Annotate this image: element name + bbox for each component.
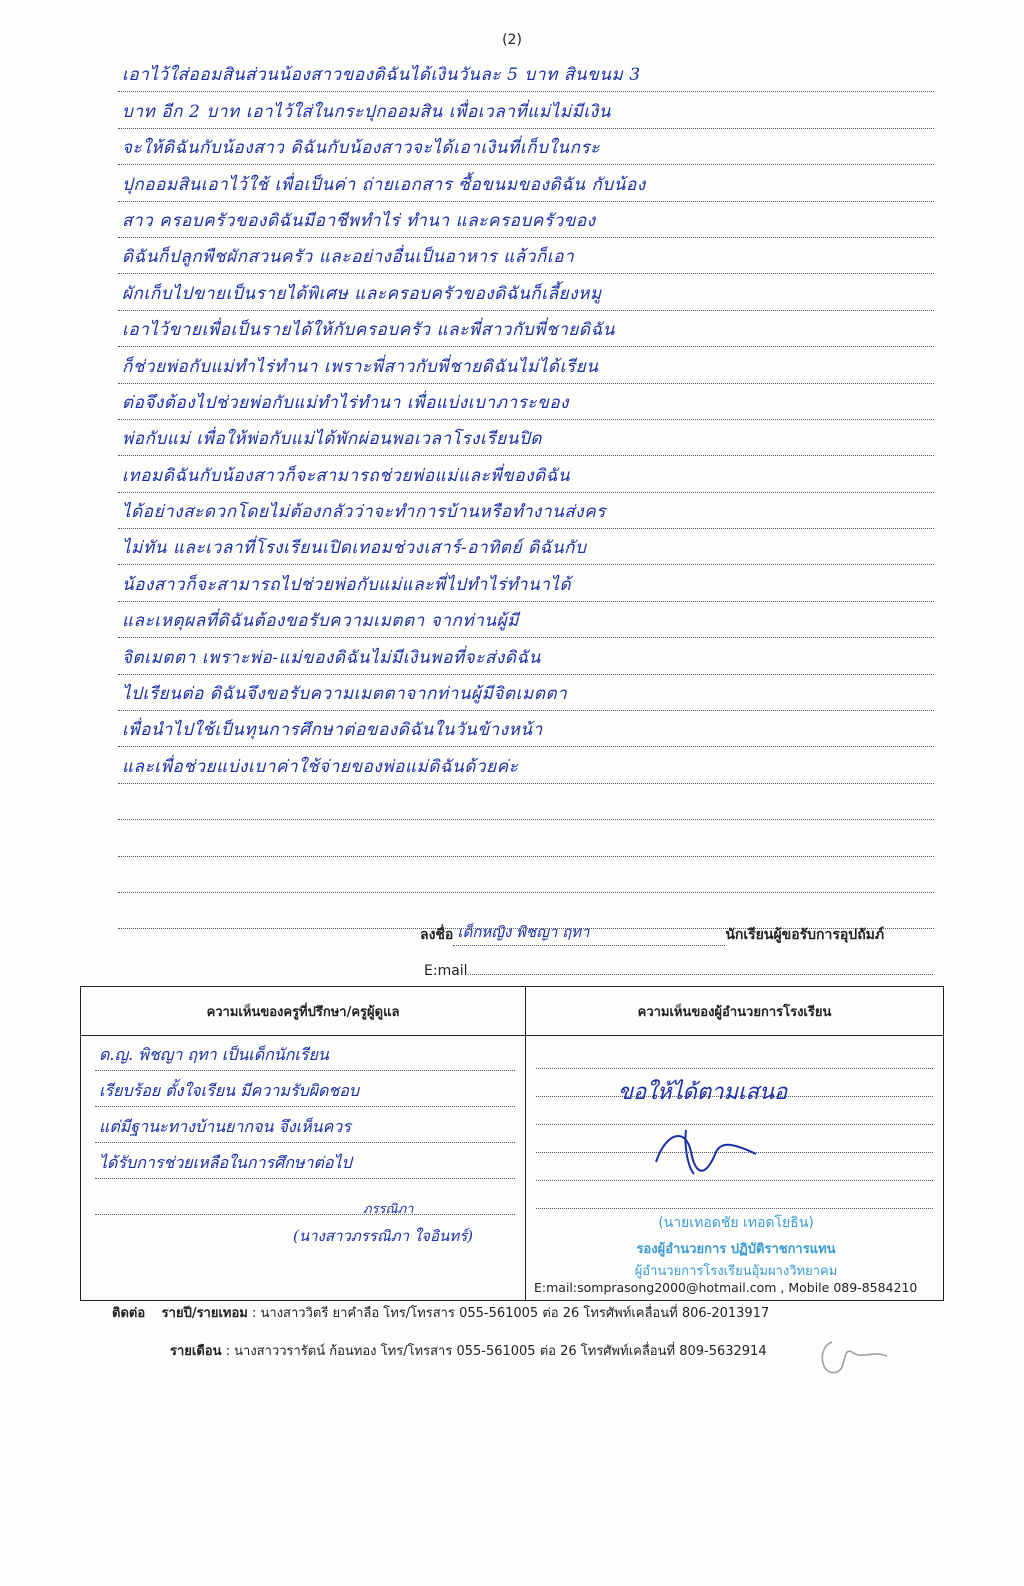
signature-line xyxy=(453,923,725,946)
letter-line-text: เอาไว้ใส่ออมสินส่วนน้องสาวของดิฉันได้เงินวันละ 5 บาท สินขนม 3 xyxy=(122,65,641,86)
signature-role: นักเรียนผู้ขอรับการอุปถัมภ์ xyxy=(725,927,885,943)
letter-line-text: ต่อจึงต้องไปช่วยพ่อกับแม่ทำไร่ทำนา เพื่อแบ่งเบาภาระของ xyxy=(122,392,570,413)
letter-line-text: และเพื่อช่วยแบ่งเบาค่าใช้จ่ายของพ่อแม่ดิฉันด้วยค่ะ xyxy=(122,756,519,777)
director-name: (นายเทอดชัย เทอดโยธิน) xyxy=(658,1215,814,1231)
letter-line-text: ผักเก็บไปขายเป็นรายได้พิเศษ และครอบครัวของดิฉันก็เลี้ยงหมู xyxy=(122,283,602,304)
letter-line-text: เอาไว้ขายเพื่อเป็นรายได้ให้กับครอบครัว และพี่สาวกับพี่ชายดิฉัน xyxy=(122,320,615,341)
letter-line-text: บาท อีก 2 บาท เอาไว้ใส่ในกระปุกออมสิน เพื่อเวลาที่แม่ไม่มีเงิน xyxy=(122,101,611,122)
letter-line xyxy=(118,456,934,492)
footer-label: ติดต่อ xyxy=(112,1306,146,1321)
director-comment-header: ความเห็นของผู้อำนวยการโรงเรียน xyxy=(526,987,944,1036)
comment-box xyxy=(80,986,944,1586)
teacher-comment-area xyxy=(81,1036,525,1300)
letter-line xyxy=(118,202,934,238)
letter-line xyxy=(118,820,934,856)
letter-line-text: และเหตุผลที่ดิฉันต้องขอรับความเมตตา จากท่านผู้มี xyxy=(122,611,519,632)
teacher-comment-line: แต่มีฐานะทางบ้านยากจน จึงเห็นควร xyxy=(95,1142,515,1143)
teacher-comment-line: เรียบร้อย ตั้งใจเรียน มีความรับผิดชอบ xyxy=(95,1106,515,1107)
letter-line xyxy=(118,638,934,674)
letter-line-text: ก็ช่วยพ่อกับแม่ทำไร่ทำนา เพราะพี่สาวกับพี่ชายดิฉันไม่ได้เรียน xyxy=(122,356,599,377)
letter-line xyxy=(118,384,934,420)
email-row xyxy=(424,960,933,979)
student-signature: เด็กหญิง พิชญา ฤทา xyxy=(457,923,590,941)
letter-line-text: จิตเมตตา เพราะพ่อ-แม่ของดิฉันไม่มีเงินพอที่จะส่งดิฉัน xyxy=(122,647,541,668)
letter-line-text: เทอมดิฉันกับน้องสาวก็จะสามารถช่วยพ่อแม่และพี่ของดิฉัน xyxy=(122,465,571,486)
letter-line xyxy=(118,274,934,310)
letter-line xyxy=(118,347,934,383)
letter-line xyxy=(118,675,934,711)
letter-line xyxy=(118,311,934,347)
director-comment-line xyxy=(536,1208,933,1209)
footer-row1-type: รายปี/รายเทอม xyxy=(161,1306,248,1321)
letter-line-text: สาว ครอบครัวของดิฉันมีอาชีพทำไร่ ทำนา และครอบครัวของ xyxy=(122,210,596,231)
letter-line-text: ไม่ทัน และเวลาที่โรงเรียนเปิดเทอมช่วงเสาร์-อาทิตย์ ดิฉันกับ xyxy=(122,538,587,559)
director-signature-mark xyxy=(646,1122,766,1182)
director-title-2: ผู้อำนวยการโรงเรียนอุ้มผางวิทยาคม xyxy=(634,1264,838,1279)
teacher-comment-header: ความเห็นของครูที่ปรึกษา/ครูผู้ดูแล xyxy=(81,987,526,1036)
letter-line xyxy=(118,165,934,201)
letter-line-text: เพื่อนำไปใช้เป็นทุนการศึกษาต่อของดิฉันในวันข้างหน้า xyxy=(122,720,543,741)
teacher-comment-line xyxy=(95,1214,515,1215)
footer-row1-text: : นางสาววิตรี ยาคำลือ โทร/โทรสาร 055-561005 ต่อ 26 โทรศัพท์เคลื่อนที่ 806-2013917 xyxy=(252,1306,770,1321)
letter-line xyxy=(118,420,934,456)
footer-row-1 xyxy=(112,1302,769,1323)
signature-row xyxy=(420,924,884,946)
letter-line-text: ดิฉันก็ปลูกพืชผักสวนครัว และอย่างอื่นเป็นอาหาร แล้วก็เอา xyxy=(122,247,575,268)
initial-mark xyxy=(812,1322,902,1382)
teacher-comment-line: ได้รับการช่วยเหลือในการศึกษาต่อไป xyxy=(95,1178,515,1179)
director-contact: E:mail:somprasong2000@hotmail.com , Mobile 089-8584210 xyxy=(534,1280,918,1295)
letter-line xyxy=(118,529,934,565)
letter-line xyxy=(118,129,934,165)
letter-line xyxy=(118,493,934,529)
signature-label: ลงชื่อ xyxy=(420,927,454,943)
email-label: E:mail xyxy=(424,963,468,979)
letter-line-text: ปุกออมสินเอาไว้ใช้ เพื่อเป็นค่า ถ่ายเอกสาร ซื้อขนมของดิฉัน กับน้อง xyxy=(122,174,646,195)
letter-line-text: ไปเรียนต่อ ดิฉันจึงขอรับความเมตตาจากท่านผู้มีจิตเมตตา xyxy=(122,684,568,705)
letter-line xyxy=(118,784,934,820)
letter-line-text: ได้อย่างสะดวกโดยไม่ต้องกลัวว่าจะทำการบ้านหรือทำงานส่งคร xyxy=(122,502,606,523)
footer-row-2 xyxy=(170,1340,767,1361)
letter-line-text: พ่อกับแม่ เพื่อให้พ่อกับแม่ได้พักผ่อนพอเวลาโรงเรียนปิด xyxy=(122,429,542,450)
footer-row2-type: รายเดือน xyxy=(170,1344,222,1359)
letter-body xyxy=(118,56,934,929)
letter-line xyxy=(118,565,934,601)
teacher-name: (นางสาวภรรณิภา ใจอินทร์) xyxy=(293,1227,474,1245)
letter-line xyxy=(118,602,934,638)
letter-line-text: น้องสาวก็จะสามารถไปช่วยพ่อกับแม่และพี่ไปทำไร่ทำนาได้ xyxy=(122,574,572,595)
letter-line xyxy=(118,238,934,274)
director-comment-line xyxy=(536,1068,933,1069)
letter-line-text: จะให้ดิฉันกับน้องสาว ดิฉันกับน้องสาวจะได้เอาเงินที่เก็บในกระ xyxy=(122,138,601,159)
teacher-comment-line: ด.ญ. พิชญา ฤทา เป็นเด็กนักเรียน xyxy=(95,1070,515,1071)
director-comment-area xyxy=(526,1036,943,1300)
letter-line xyxy=(118,92,934,128)
letter-line xyxy=(118,747,934,783)
director-comment: ขอให้ได้ตามเสนอ xyxy=(618,1080,788,1105)
letter-line xyxy=(118,857,934,893)
email-line xyxy=(468,960,933,975)
page-number: (2) xyxy=(502,32,522,48)
footer-row2-text: : นางสาววรารัตน์ ก้อนทอง โทร/โทรสาร 055-561005 ต่อ 26 โทรศัพท์เคลื่อนที่ 809-5632914 xyxy=(225,1344,767,1359)
director-title-1: รองผู้อำนวยการ ปฏิบัติราชการแทน xyxy=(636,1242,836,1257)
teacher-signature: ภรรณิภา xyxy=(363,1202,414,1217)
letter-line xyxy=(118,711,934,747)
letter-line xyxy=(118,56,934,92)
